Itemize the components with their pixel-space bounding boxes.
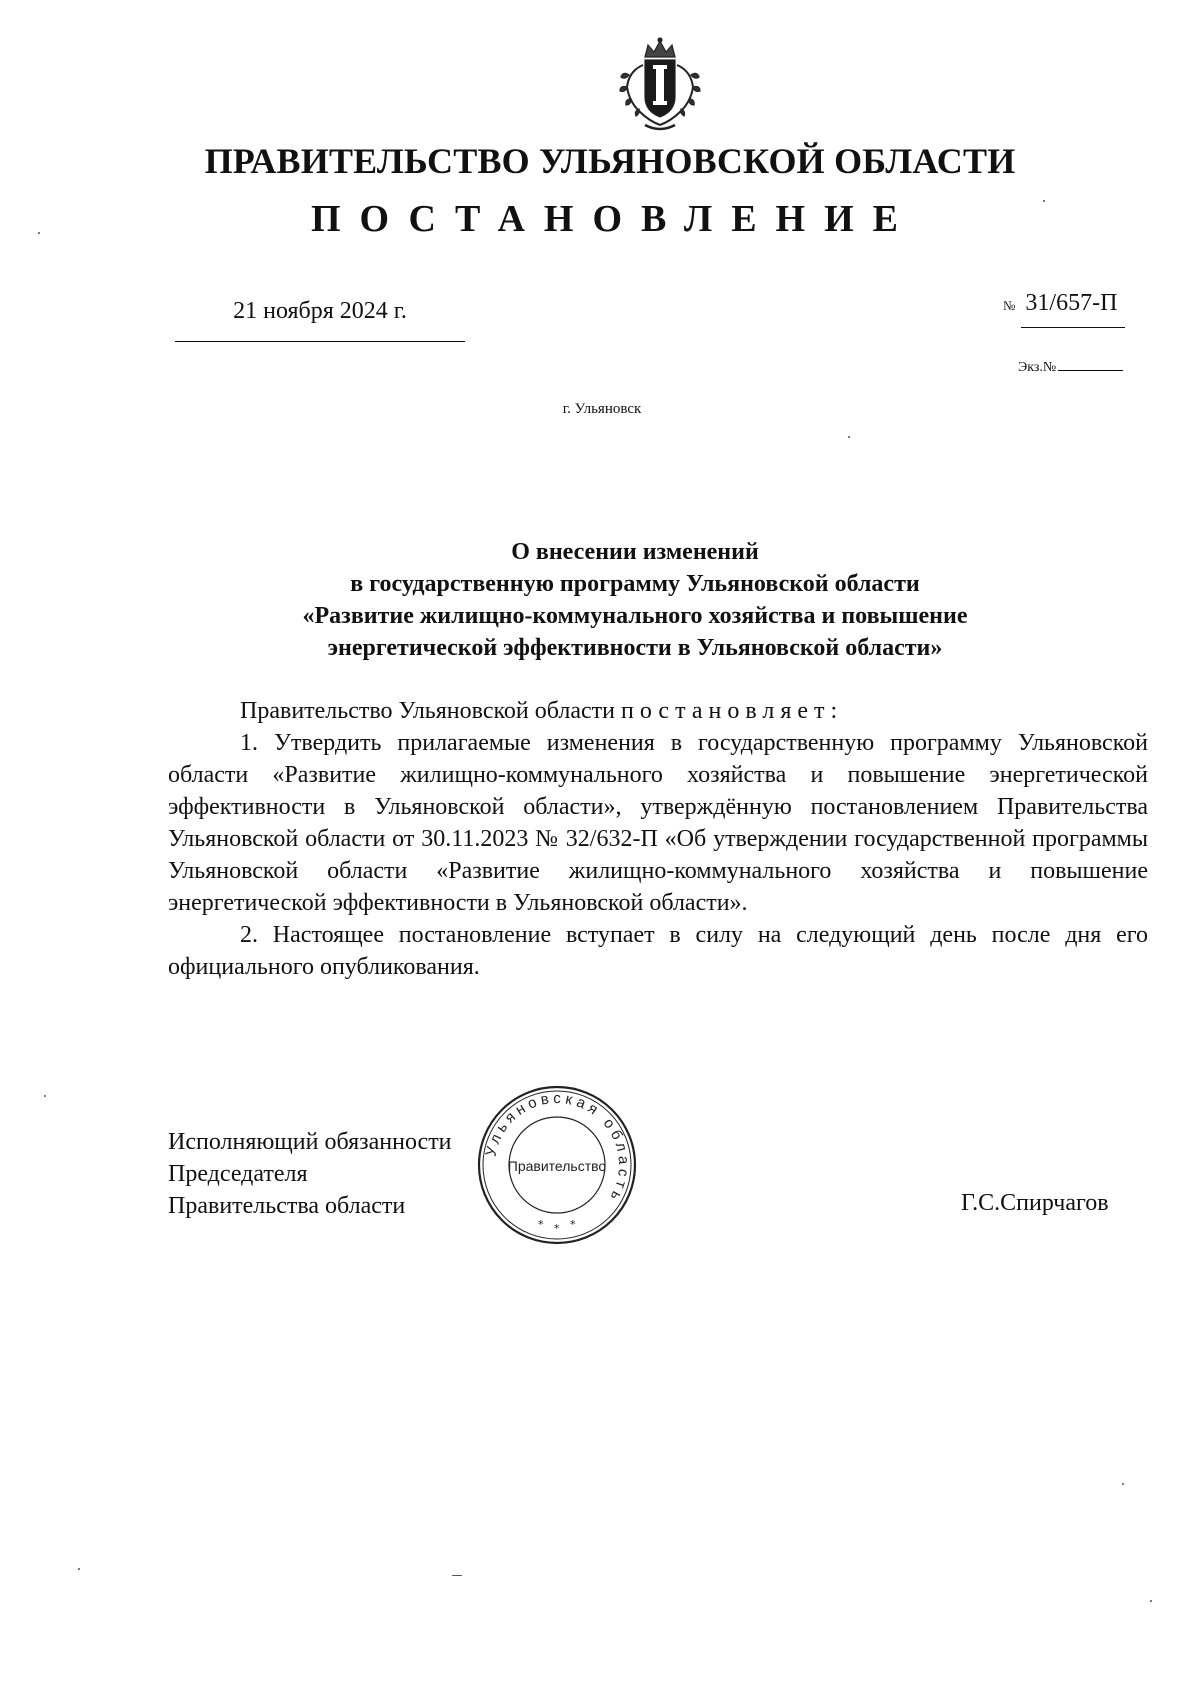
signer-position-line: Председателя <box>168 1161 308 1187</box>
scan-speck <box>1150 1600 1152 1602</box>
city-name: г. Ульяновск <box>562 401 642 417</box>
subject-line: энергетической эффективности в Ульяновской области» <box>327 635 943 661</box>
scan-speck <box>1122 1483 1124 1485</box>
coat-of-arms-icon <box>615 35 705 135</box>
scan-speck <box>38 232 40 234</box>
scan-speck <box>848 436 850 438</box>
scan-speck <box>452 1575 462 1576</box>
subject-line: «Развитие жилищно-коммунального хозяйства и повышение <box>302 603 968 629</box>
signer-name: Г.С.Спирчагов <box>961 1190 1109 1216</box>
svg-text:*: * <box>538 1218 544 1231</box>
document-body <box>168 695 1148 983</box>
government-title: ПРАВИТЕЛЬСТВО УЛЬЯНОВСКОЙ ОБЛАСТИ <box>204 141 1016 181</box>
copy-number-blank <box>1058 370 1123 371</box>
seal-center-text: Правительство <box>507 1158 607 1174</box>
scan-speck <box>1043 200 1045 202</box>
document-subject <box>170 536 1100 664</box>
subject-line: О внесении изменений <box>511 539 759 565</box>
paragraph-item-1: 1. Утвердить прилагаемые изменения в государственную программу Ульяновской области «Развитие жилищно-коммунального хозяйства и повышение энергетической эффективности в Ульяновской области», утверждённую постановлением Правительства Ульяновской области от 30.11.2023 № 32/632-П «Об утверждении государственной программы Ульяновской области «Развитие жилищно-коммунального хозяйства и повышение энергетической эффективности в Ульяновской области». <box>168 730 1148 916</box>
svg-text:*: * <box>570 1218 576 1231</box>
document-number <box>1003 290 1125 328</box>
signer-position-line: Исполняющий обязанности <box>168 1129 452 1155</box>
subject-line: в государственную программу Ульяновской области <box>350 571 920 597</box>
preamble <box>168 695 1148 727</box>
signer-position <box>168 1126 452 1222</box>
scan-speck <box>44 1095 46 1097</box>
preamble-verb: постановляет: <box>620 698 844 724</box>
preamble-text: Правительство Ульяновской области <box>240 698 615 724</box>
signer-position-line: Правительства области <box>168 1193 406 1219</box>
document-type-title: ПОСТАНОВЛЕНИЕ <box>310 198 918 240</box>
svg-text:*: * <box>554 1222 560 1235</box>
official-seal <box>472 1080 642 1250</box>
copy-number-field <box>1018 360 1123 376</box>
number-sign: № <box>1003 298 1016 313</box>
number-value: 31/657-П <box>1021 290 1125 328</box>
paragraph-item-2: 2. Настоящее постановление вступает в силу на следующий день после дня его официального опубликования. <box>168 922 1148 980</box>
scan-speck <box>78 1568 80 1570</box>
copy-number-label: Экз.№ <box>1018 360 1057 375</box>
document-date: 21 ноября 2024 г. <box>175 298 465 342</box>
seal-ring-text: Ульяновская область <box>482 1089 633 1207</box>
